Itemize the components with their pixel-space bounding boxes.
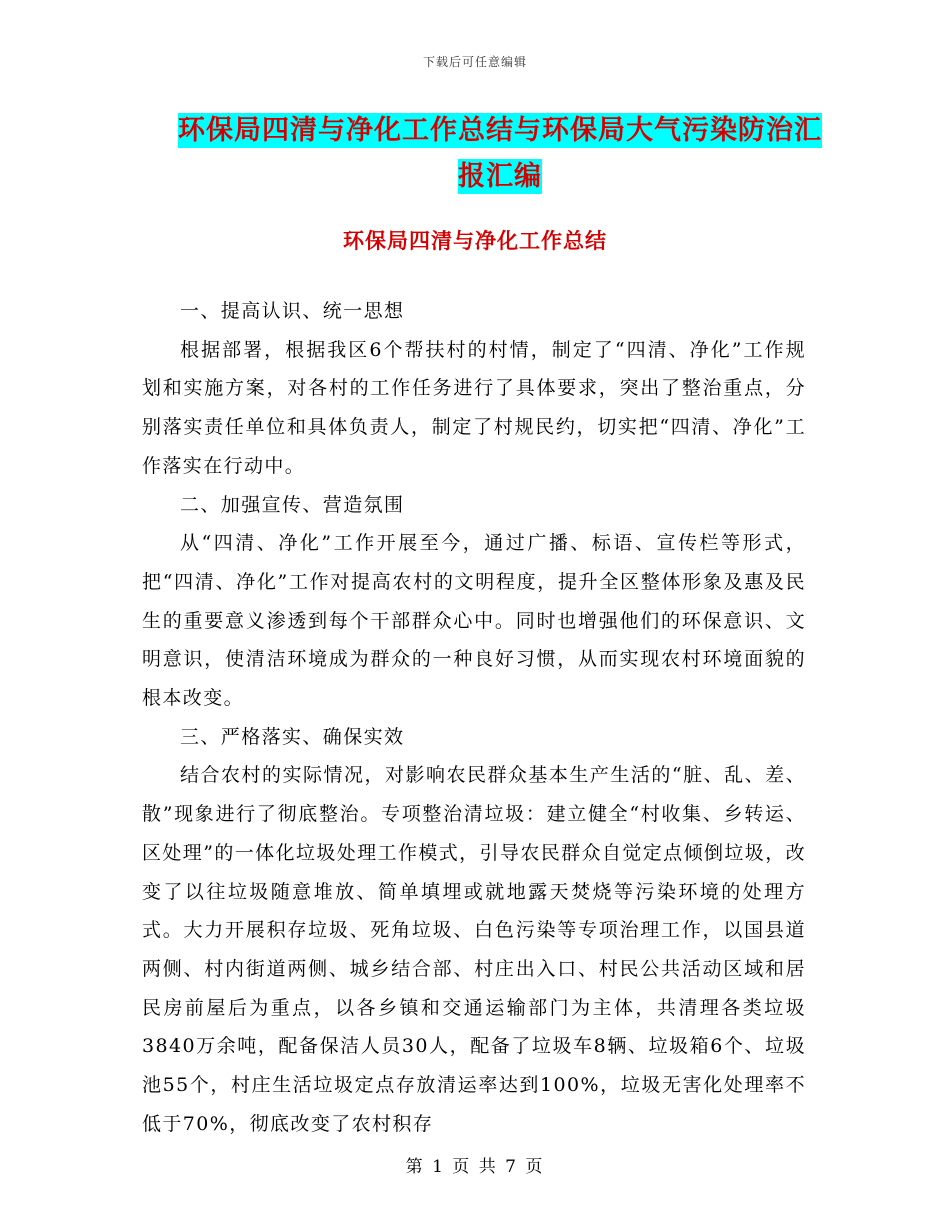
paragraph-2: 从“四清、净化”工作开展至今，通过广播、标语、宣传栏等形式，把“四清、净化”工作对提高农村的文明程度，提升全区整体形象及惠及民生的重要意义渗透到每个干部群众心中。同时也增强他们的环保意识、文明意识，使清洁环境成为群众的一种良好习惯，从而实现农村环境面貌的根本改变。	[142, 532, 806, 710]
document-title	[160, 108, 840, 200]
heading-3: 三、严格落实、确保实效	[180, 725, 405, 748]
heading-1: 一、提高认识、统一思想	[180, 300, 405, 322]
paragraph-3: 结合农村的实际情况，对影响农民群众基本生产生活的“脏、乱、差、散”现象进行了彻底整治。专项整治清垃圾：建立健全“村收集、乡转运、区处理”的一体化垃圾处理工作模式，引导农民群众自觉定点倾倒垃圾，改变了以往垃圾随意堆放、简单填埋或就地露天焚烧等污染环境的处理方式。大力开展积存垃圾、死角垃圾、白色污染等专项治理工作，以国县道两侧、村内街道两侧、城乡结合部、村庄出入口、村民公共活动区域和居民房前屋后为重点，以各乡镇和交通运输部门为主体，共清理各类垃圾3840万余吨，配备保洁人员30人，配备了垃圾车8辆、垃圾箱6个、垃圾池55个，村庄生活垃圾定点存放清运率达到100%，垃圾无害化处理率不低于70%，彻底改变了农村积存	[142, 764, 806, 1135]
page-header-note: 下载后可任意编辑	[422, 55, 527, 69]
section-title: 环保局四清与净化工作总结	[343, 228, 607, 253]
page-footer-pagination: 第 1 页 共 7 页	[405, 1157, 545, 1177]
heading-2: 二、加强宣传、营造氛围	[180, 493, 405, 516]
document-body	[142, 292, 806, 1143]
document-title-line-2: 报汇编	[458, 161, 542, 192]
paragraph-1: 根据部署，根据我区6个帮扶村的村情，制定了“四清、净化”工作规划和实施方案，对各村的工作任务进行了具体要求，突出了整治重点，分别落实责任单位和具体负责人，制定了村规民约，切实把“四清、净化”工作落实在行动中。	[142, 338, 806, 477]
document-title-line-1: 环保局四清与净化工作总结与环保局大气污染防治汇	[178, 115, 822, 146]
